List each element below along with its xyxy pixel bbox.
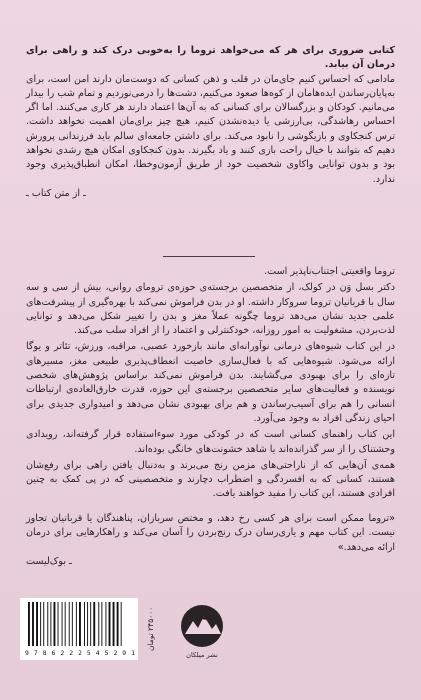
section-divider — [163, 256, 255, 257]
barcode-bar — [28, 602, 30, 646]
barcode-bar — [90, 602, 91, 646]
description-paragraph: تروما واقعیتی اجتناب‌ناپذیر است. — [264, 266, 395, 277]
barcode-digit: 9 — [122, 649, 127, 657]
barcode-digit: 4 — [95, 649, 100, 657]
barcode-digit: 8 — [42, 649, 47, 657]
barcode-number — [25, 649, 135, 659]
barcode-bar — [84, 602, 85, 646]
barcode-digit: 6 — [51, 649, 56, 657]
barcode-bar — [79, 602, 81, 646]
lead-sentence: کتابی ضروری برای هر که می‌خواهد تروما را به‌خوبی درک کند و راهی برای درمان آن بیابد. — [26, 45, 395, 71]
barcode-bar — [69, 602, 70, 646]
barcode-digit: 2 — [60, 649, 65, 657]
barcode-bar — [47, 602, 48, 646]
barcode-digit: 9 — [25, 649, 29, 657]
barcode-digit: 2 — [113, 649, 118, 657]
barcode-digit: 5 — [104, 649, 109, 657]
barcode-digit: 2 — [78, 649, 82, 657]
barcode-bar — [121, 602, 122, 646]
barcode-bar — [113, 602, 115, 646]
barcode-bar — [72, 602, 73, 646]
barcode-digit: 1 — [131, 649, 135, 657]
barcode-digit: 7 — [33, 649, 38, 657]
publisher-logo — [176, 603, 228, 667]
quote-body: مادامی که احساس کنیم جای‌مان در قلب و ذهن کسانی که دوست‌مان دارند امن است، برای به‌پایان‌رساندن ایده‌هامان از کوه‌ها صعود می‌کنیم، دشت‌ها را درمی‌نوردیم و تمام شب را بیدار می‌مانیم. کودکان و بزرگسالان برای کسانی که به آن‌ها اعتماد دارند هر کاری می‌کنند. اما اگر احساس رهاشدگی، بی‌ارزشی یا دیده‌نشدن کنیم، هیچ چیز برای‌مان اهمیت نخواهد داشت. ترس کنجکاوی و بازیگوشی را نابود می‌کند. برای داشتن جامعه‌ای سالم باید فرزندانی پرورش دهیم که بتوانند با خیال راحت بازی کنند و یاد بگیرند. بدون کنجکاوی امکان هیچ رشدی نخواهد بود و بدون توانایی واکاوی شخصیت خود از طریق آزمون‌وخطا، امکان انطباق‌پذیری وجود ندارد. — [26, 73, 395, 185]
barcode-bar — [58, 602, 59, 646]
barcode-bar — [50, 602, 51, 646]
barcode-bar — [32, 602, 34, 646]
barcode-digit: 5 — [86, 649, 91, 657]
review-quote: «تروما ممکن است برای هر کسی رخ دهد، و مختص سربازان، پناهندگان یا قربانیان تجاوز نیست. این کتاب مهم و یاری‌رسان درک رنج‌بردن را آسان می‌کند و راهکارهایی برای درمان ارائه می‌دهد.» — [26, 513, 395, 553]
barcode-bar — [65, 602, 66, 646]
barcode-bar — [87, 602, 88, 646]
barcode-bar — [62, 602, 63, 646]
review-section — [26, 512, 395, 569]
barcode-bar — [98, 602, 99, 646]
description-paragraph: در این کتاب شیوه‌های درمانی نوآورانه‌ای مانند بازخورد عصبی، مراقبه، ورزش، تئاتر و یوگا ارائه می‌شود. شیوه‌هایی که با فعال‌سازی خاصیت انعطاف‌پذیری طبیعی مغز، مسیرهای تازه‌ای را برای بهبودی می‌گشایند. بدن فراموش نمی‌کند براساس پژوهش‌های شخصی نویسنده و فعالیت‌های سایر متخصصین برجسته‌ی این حوزه، قدرت خارق‌العاده‌ی ارتباطات انسانی را هم برای آسیب‌رساندن و هم برای بهبودی نشان می‌دهد و امیدواری جدیدی برای احیای زندگی افراد به وجود می‌آورد. — [26, 341, 395, 424]
price-label: ۲۴۵۰۰۰ تومان — [146, 606, 155, 652]
barcode-bar — [93, 602, 95, 646]
quote-attribution: ـ از متن کتاب ـ — [26, 187, 86, 199]
description-section — [26, 265, 395, 504]
publisher-logo-icon — [176, 603, 228, 651]
barcode-bar — [76, 602, 77, 646]
description-paragraph: همه‌ی آن‌هایی که از ناراحتی‌های مزمن رنج می‌برند و به‌دنبال یافتن راهی برای رفع‌شان هستند، کسانی که به افسردگی و اضطراب دچارند و متخصصینی که در پی کمک به چنین افرادی هستند، این کتاب را مفید خواهند یافت. — [26, 459, 395, 500]
barcode-bars — [20, 598, 138, 650]
barcode-digit: 2 — [69, 649, 74, 657]
barcode-bar — [54, 602, 56, 646]
review-attribution: ـ بوک‌لیست — [26, 555, 72, 567]
barcode-bar — [36, 602, 38, 646]
description-paragraph: دکتر بسل وَن در کولک، از متخصصین برجسته‌ی حوزه‌ی ترومای روانی، بیش از سی و سه سال با قربانیان تروما سروکار داشته. او در بدن فراموش نمی‌کند با بهره‌گیری از پیشرفت‌های علمی جدید نشان می‌دهد تروما چگونه عملاً مغز و بدن را تغییر شکل می‌دهد و توانایی لذت‌بردن، مشغولیت به امور روزانه، خودکنترلی و اعتماد را از افراد سلب می‌کند. — [26, 282, 395, 337]
barcode-bar — [43, 602, 44, 646]
quote-section — [26, 44, 395, 201]
description-paragraph: این کتاب راهنمای کسانی است که در کودکی مورد سوءاستفاده قرار گرفته‌اند، رویدادی وحشتناک را از سر گذرانده‌اند یا شاهد خشونت‌های خانگی بوده‌اند. — [26, 429, 395, 455]
barcode-bar — [101, 602, 102, 646]
barcode-bar — [40, 602, 41, 646]
barcode-bar — [105, 602, 106, 646]
isbn-barcode — [20, 598, 138, 660]
barcode-bar — [109, 602, 111, 646]
publisher-name: نشر میلکان — [186, 651, 218, 659]
barcode-bar — [117, 602, 119, 646]
